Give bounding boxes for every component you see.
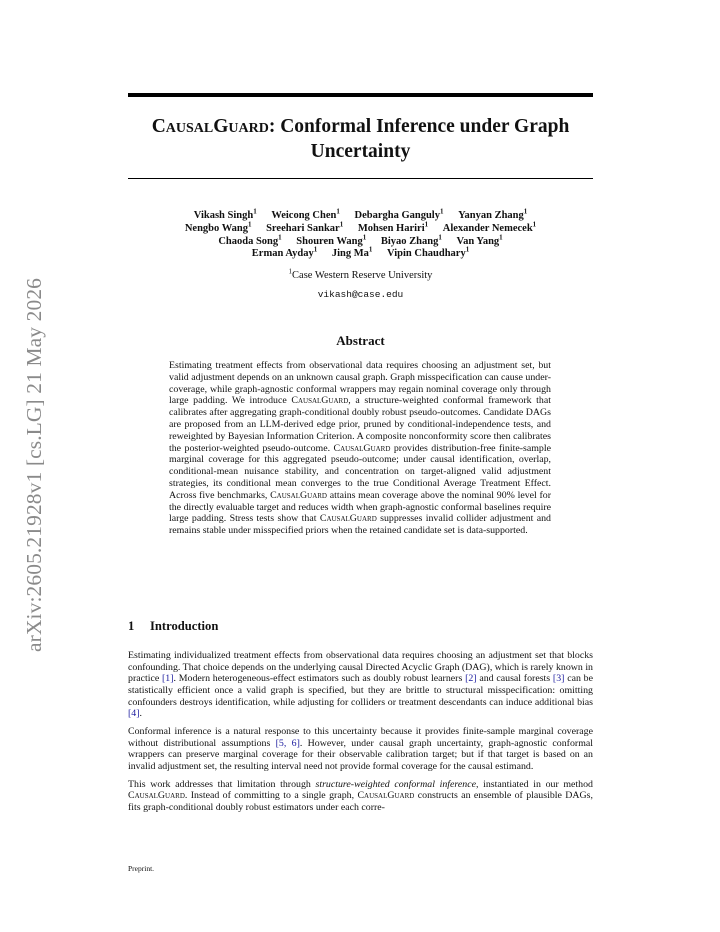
citation-link[interactable]: [4]: [128, 708, 140, 720]
author: Erman Ayday$^1$: [251, 245, 318, 260]
paper-title: [128, 114, 593, 164]
author: Yanyan Zhang$^1$: [458, 207, 528, 221]
title-bottom-rule: [128, 178, 593, 179]
affiliation: $^1$Case Western Reserve University: [288, 267, 433, 281]
author: Sreehari Sankar$^1$: [266, 220, 344, 234]
title-method-name: CausalGuard: [151, 116, 269, 137]
author-line: [128, 220, 593, 236]
citation-link[interactable]: [1]: [162, 673, 174, 685]
author: Alexander Nemecek$^1$: [442, 220, 537, 234]
author-line: [128, 207, 593, 223]
author: Nengbo Wang$^1$: [184, 220, 252, 234]
paragraph: Conformal inference is a natural response to this uncertainty because it provides finite-sample marginal coverage without distributional assumptions [5, 6]. However, under causal graph uncertainty, graph-agnostic conformal wrappers can preserve marginal coverage for their observable calibration target; but if that target is based on an invalid adjustment set, the resulting interval need not provide formal coverage for the causal estimand.: [128, 725, 594, 772]
abstract-body: Estimating treatment effects from observational data requires choosing an adjustment set, but valid adjustment depends on an unknown causal graph. Graph misspecification can cause under-coverage, while graph-agnostic conformal wrappers may regain nominal coverage only through large padding. We introduce CausalGuard, a structure-weighted conformal framework that calibrates after aggregating graph-conditional doubly robust pseudo-outcomes. Candidate DAGs are proposed from an LLM-derived edge prior, pruned by conditional-independence tests, and reweighted by Bayesian Information Criterion. A composite nonconformity score then calibrates the posterior-weighted pseudo-outcome. CausalGuard provides distribution-free finite-sample marginal coverage for this aggregated pseudo-outcome; under causal identification, overlap, conditional-mean nuisance stability, and concentration on target-aligned valid adjustment strategies, its conditional mean converges to the true Conditional Average Treatment Effect. Across five benchmarks, CausalGuard attains mean coverage above the nominal 90% level for the directly evaluable target and reduces width when graph-agnostic conformal baselines require large padding. Stress tests show that CausalGuard suppresses invalid collider adjustment and remains stable under misspecified priors when the retained candidate set is data-supported.: [169, 360, 551, 537]
author: Biyao Zhang$^1$: [380, 233, 442, 247]
citation-link[interactable]: [3]: [552, 673, 565, 685]
paragraph: Estimating individualized treatment effects from observational data requires choosing an adjustment set that blocks confounding. That choice depends on the underlying causal Directed Acyclic Graph (DAG), which is rarely known in practice [1]. Modern heterogeneous-effect estimators such as doubly robust learners [2] and causal forests [3] can be statistically efficient once a valid graph is specified, but they are brittle to structural misspecification: omitting confounders destroys identification, while adjusting for colliders or treatment descendants can induce additional bias [4].: [128, 650, 593, 720]
author-line: [128, 233, 593, 249]
author-line: [128, 245, 593, 261]
contact-email: vikash@case.edu: [317, 289, 404, 300]
citation-link[interactable]: [5, 6]: [275, 737, 300, 749]
introduction-body: [128, 650, 593, 820]
citation-link[interactable]: [2]: [465, 673, 477, 685]
author: Shouren Wang$^1$: [296, 233, 367, 247]
author: Jing Ma$^1$: [331, 245, 373, 260]
author: Vikash Singh$^1$: [193, 207, 257, 221]
author: Debargha Ganguly$^1$: [354, 207, 444, 221]
abstract-heading: Abstract: [336, 333, 385, 348]
footer-note: Preprint.: [128, 864, 155, 873]
author: Chaoda Song$^1$: [218, 233, 282, 247]
title-top-rule: [128, 93, 593, 97]
author: Weicong Chen$^1$: [271, 207, 340, 221]
paragraph: This work addresses that limitation through structure-weighted conformal inference, instantiated in our method CausalGuard. Instead of committing to a single graph, CausalGuard constructs an ensemble of plausible DAGs, fits graph-conditional doubly robust estimators under each corre-: [128, 778, 593, 813]
title-text: : Conformal Inference under Graph Uncertainty: [268, 116, 570, 162]
section-heading-introduction: 1 Introduction: [128, 619, 219, 633]
author: Vipin Chaudhary$^1$: [387, 245, 470, 260]
author: Mohsen Hariri$^1$: [357, 220, 429, 234]
author-list: [128, 207, 593, 261]
arxiv-identifier-stamp: arXiv:2605.21928v1 [cs.LG] 21 May 2026: [22, 277, 46, 653]
author: Van Yang$^1$: [456, 233, 503, 247]
